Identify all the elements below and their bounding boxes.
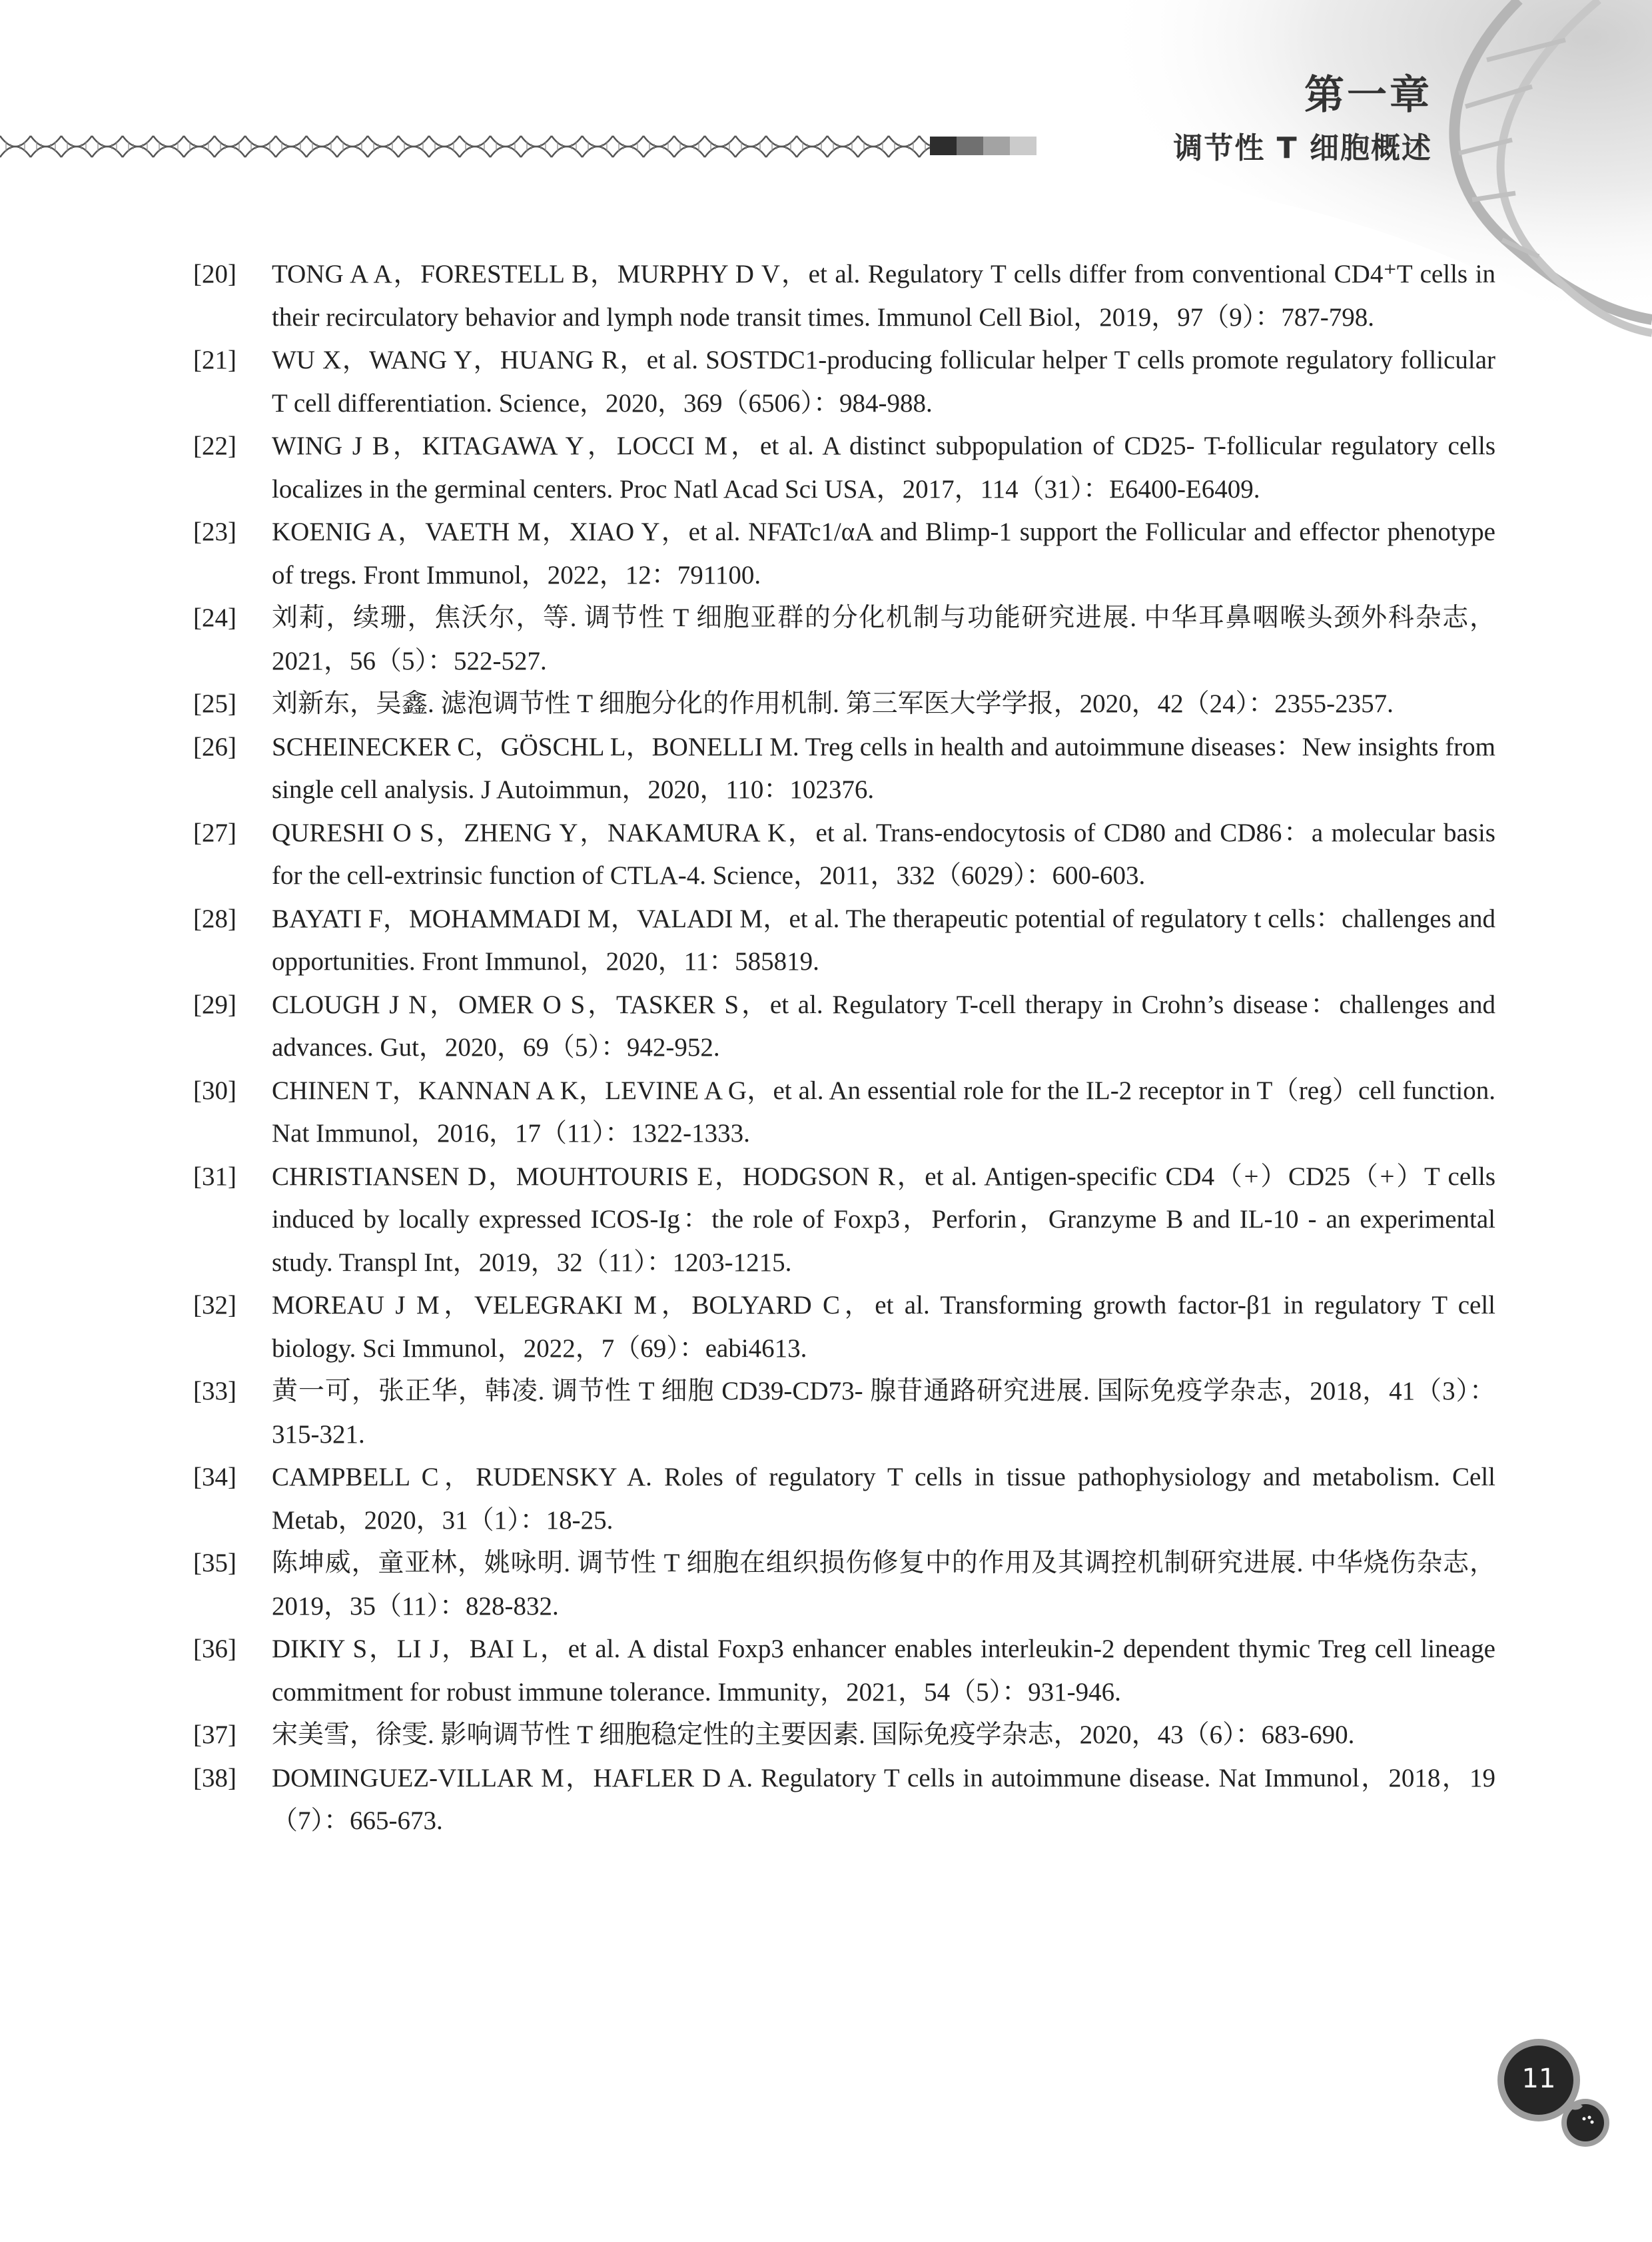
reference-text: SCHEINECKER C，GÖSCHL L，BONELLI M. Treg cells in health and autoimmune diseases：New insights from single cell analysis. J Autoimmun，2020，110：102376. [272, 732, 1495, 804]
reference-item [193, 1628, 1495, 1714]
reference-item [193, 253, 1495, 339]
reference-text: QURESHI O S，ZHENG Y，NAKAMURA K，et al. Trans-endocytosis of CD80 and CD86：a molecular basis for the cell-extrinsic function of CTLA-4. Science，2011，332（6029）：600-603. [272, 818, 1495, 890]
reference-number: [33] [193, 1377, 236, 1405]
chapter-subtitle: 调节性 T 细胞概述 [1173, 131, 1432, 165]
reference-number: [27] [193, 818, 236, 847]
reference-number: [38] [193, 1763, 236, 1792]
reference-text: DIKIY S，LI J，BAI L，et al. A distal Foxp3 enhancer enables interleukin-2 dependent thymic Treg cell lineage commitment for robust immune tolerance. Immunity，2021，54（5）：931-946. [272, 1635, 1495, 1706]
reference-text: 刘新东，吴鑫. 滤泡调节性 T 细胞分化的作用机制. 第三军医大学学报，2020，42（24）：2355-2357. [272, 689, 1394, 718]
reference-number: [23] [193, 518, 236, 546]
reference-number: [34] [193, 1463, 236, 1491]
reference-item [193, 1456, 1495, 1542]
reference-number: [28] [193, 904, 236, 933]
reference-item [193, 726, 1495, 812]
reference-number: [22] [193, 432, 236, 460]
reference-number: [21] [193, 346, 236, 374]
reference-text: KOENIG A，VAETH M，XIAO Y，et al. NFATc1/αA and Blimp-1 support the Follicular and effector phenotype of tregs. Front Immunol，2022，12：791100. [272, 518, 1495, 589]
reference-text: WING J B，KITAGAWA Y，LOCCI M，et al. A distinct subpopulation of CD25- T-follicular regulatory cells localizes in the germinal centers. Proc Natl Acad Sci USA，2017，114（31）：E6400-E6409. [272, 432, 1495, 504]
reference-item [193, 898, 1495, 984]
reference-number: [31] [193, 1162, 236, 1191]
reference-item [193, 984, 1495, 1070]
chapter-title: 第一章 [1304, 72, 1432, 119]
reference-number: [25] [193, 689, 236, 718]
reference-item [193, 1370, 1495, 1456]
chapter-header [1173, 73, 1432, 167]
reference-list [193, 253, 1495, 1843]
reference-text: 刘莉，续珊，焦沃尔，等. 调节性 T 细胞亚群的分化机制与功能研究进展. 中华耳鼻咽喉头颈外科杂志，2021，56（5）：522-527. [272, 603, 1495, 675]
reference-item [193, 1542, 1495, 1628]
reference-text: 黄一可，张正华，韩凌. 调节性 T 细胞 CD39-CD73- 腺苷通路研究进展. 国际免疫学杂志，2018，41（3）：315-321. [272, 1377, 1495, 1449]
reference-text: CHRISTIANSEN D，MOUHTOURIS E，HODGSON R，et al. Antigen-specific CD4（+）CD25（+）T cells induced by locally expressed ICOS-Ig：the role of Foxp3，Perforin，Granzyme B and IL-10 - an experimental study. Transpl Int，2019，32（11）：1203-1215. [272, 1162, 1495, 1277]
reference-text: WU X，WANG Y，HUANG R，et al. SOSTDC1-producing follicular helper T cells promote regulatory follicular T cell differentiation. Science，2020，369（6506）：984-988. [272, 346, 1495, 418]
reference-item [193, 425, 1495, 511]
reference-number: [35] [193, 1549, 236, 1577]
reference-item [193, 1714, 1495, 1757]
reference-item [193, 511, 1495, 597]
reference-item [193, 812, 1495, 898]
reference-number: [29] [193, 990, 236, 1019]
reference-text: 宋美雪，徐雯. 影响调节性 T 细胞稳定性的主要因素. 国际免疫学杂志，2020，43（6）：683-690. [272, 1720, 1355, 1749]
reference-number: [37] [193, 1720, 236, 1749]
reference-item [193, 339, 1495, 425]
reference-item [193, 1070, 1495, 1156]
reference-text: MOREAU J M，VELEGRAKI M，BOLYARD C，et al. Transforming growth factor-β1 in regulatory T cell biology. Sci Immunol，2022，7（69）：eabi4613. [272, 1291, 1495, 1363]
reference-number: [24] [193, 603, 236, 632]
reference-number: [26] [193, 732, 236, 761]
reference-item [193, 1757, 1495, 1843]
reference-number: [32] [193, 1291, 236, 1319]
reference-text: DOMINGUEZ-VILLAR M，HAFLER D A. Regulatory T cells in autoimmune disease. Nat Immunol，2018，19（7）：665-673. [272, 1763, 1495, 1835]
reference-text: CLOUGH J N，OMER O S，TASKER S，et al. Regulatory T-cell therapy in Crohn’s disease：challenges and advances. Gut，2020，69（5）：942-952. [272, 990, 1495, 1062]
reference-text: TONG A A，FORESTELL B，MURPHY D V，et al. Regulatory T cells differ from conventional CD4⁺T cells in their recirculatory behavior and lymph node transit times. Immunol Cell Biol，2019，97（9）：787-798. [272, 260, 1495, 332]
reference-number: [36] [193, 1635, 236, 1663]
reference-item [193, 1284, 1495, 1370]
reference-item [193, 1156, 1495, 1285]
reference-text: CHINEN T，KANNAN A K，LEVINE A G，et al. An essential role for the IL-2 receptor in T（reg）cell function. Nat Immunol，2016，17（11）：1322-1333. [272, 1076, 1495, 1148]
reference-item [193, 683, 1495, 726]
reference-number: [30] [193, 1076, 236, 1105]
reference-text: 陈坤威，童亚林，姚咏明. 调节性 T 细胞在组织损伤修复中的作用及其调控机制研究进展. 中华烧伤杂志，2019，35（11）：828-832. [272, 1549, 1495, 1621]
reference-text: BAYATI F，MOHAMMADI M，VALADI M，et al. The therapeutic potential of regulatory t cells：challenges and opportunities. Front Immunol，2020，11：585819. [272, 904, 1495, 976]
reference-text: CAMPBELL C，RUDENSKY A. Roles of regulatory T cells in tissue pathophysiology and metabolism. Cell Metab，2020，31（1）：18-25. [272, 1463, 1495, 1535]
page-number: 11 [1521, 2063, 1556, 2094]
reference-item [193, 597, 1495, 683]
reference-number: [20] [193, 260, 236, 288]
